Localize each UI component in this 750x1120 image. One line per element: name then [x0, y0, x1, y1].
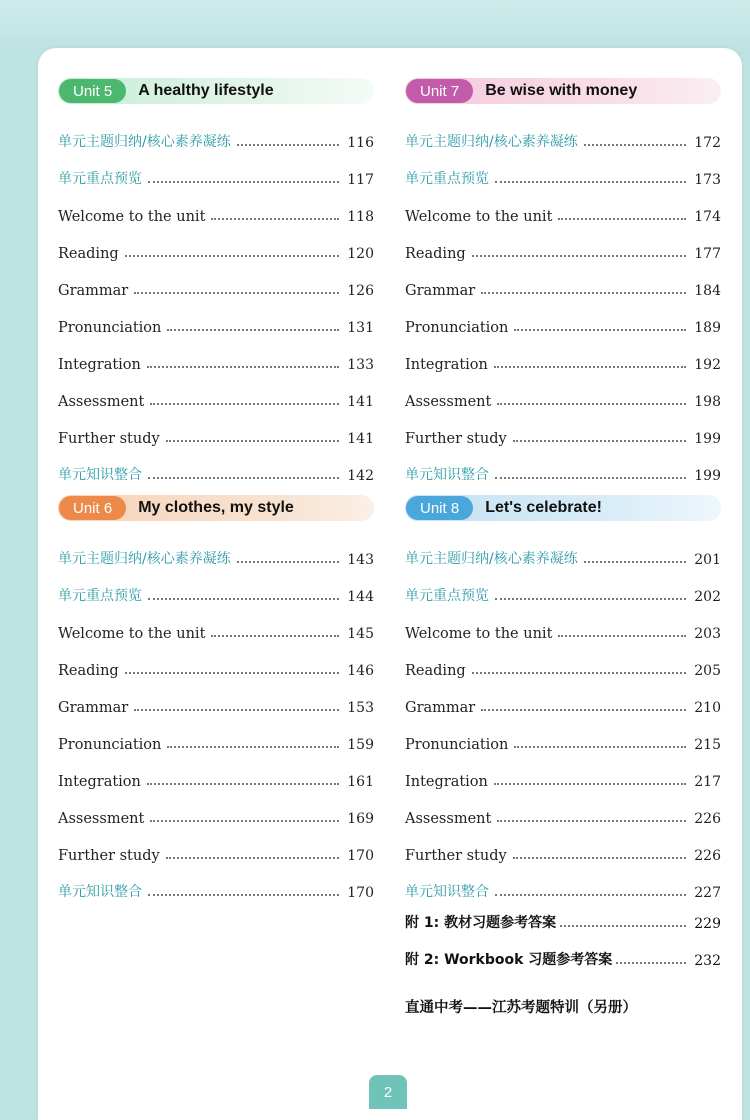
toc-entry-page: 170	[347, 885, 374, 901]
toc-entry-label: 单元知识整合	[58, 884, 142, 900]
toc-entry-label: Assessment	[405, 394, 492, 410]
toc-entry-label: Grammar	[58, 700, 129, 716]
toc-entry-label: 单元重点预览	[405, 171, 489, 187]
toc-entry-page: 141	[347, 394, 374, 410]
toc-entry-label: 单元主题归纳/核心素养凝练	[405, 551, 578, 567]
toc-entry-label: 单元重点预览	[58, 171, 142, 187]
toc-entry-label: Integration	[58, 774, 141, 790]
special-supplement-note: 直通中考——江苏考题特训（另册）	[405, 1000, 637, 1016]
toc-entry[interactable]	[58, 114, 374, 151]
unit-7-entries	[405, 114, 721, 484]
toc-entry-page: 146	[347, 663, 374, 679]
unit-8-section	[405, 495, 721, 901]
toc-entry[interactable]	[405, 716, 721, 753]
toc-entry-page: 189	[694, 320, 721, 336]
unit-8-entries	[405, 531, 721, 901]
toc-entry-page: 169	[347, 811, 374, 827]
dot-leader	[147, 782, 339, 785]
toc-entry[interactable]	[405, 864, 721, 901]
dot-leader	[167, 328, 339, 331]
dot-leader	[495, 893, 686, 896]
unit-5-section	[58, 78, 374, 484]
toc-entry[interactable]	[58, 642, 374, 679]
dot-leader	[497, 402, 686, 405]
dot-leader	[167, 745, 339, 748]
toc-entry-page: 192	[694, 357, 721, 373]
toc-entry-page: 116	[347, 135, 374, 151]
unit-6-header	[58, 495, 374, 521]
toc-entry-label: Reading	[405, 663, 466, 679]
toc-entry[interactable]	[405, 373, 721, 410]
toc-entry-page: 199	[694, 431, 721, 447]
toc-entry[interactable]	[405, 299, 721, 336]
dot-leader	[495, 180, 686, 183]
toc-entry-page: 170	[347, 848, 374, 864]
dot-leader	[148, 597, 339, 600]
toc-entry-label: Further study	[58, 431, 160, 447]
dot-leader	[481, 708, 686, 711]
toc-entry-page: 133	[347, 357, 374, 373]
dot-leader	[125, 254, 340, 257]
appendix-1-label: 附 1: 教材习题参考答案	[405, 915, 557, 931]
toc-entry-page: 141	[347, 431, 374, 447]
dot-leader	[481, 291, 686, 294]
unit-8-title: Let's celebrate!	[485, 499, 602, 516]
dot-leader	[148, 476, 339, 479]
toc-entry-label: Pronunciation	[58, 320, 162, 336]
toc-entry[interactable]	[58, 531, 374, 568]
dot-leader	[584, 143, 687, 146]
dot-leader	[514, 328, 686, 331]
unit-6-section	[58, 495, 374, 901]
toc-entry[interactable]	[405, 114, 721, 151]
toc-entry-page: 215	[694, 737, 721, 753]
dot-leader	[211, 634, 339, 637]
dot-leader	[495, 597, 686, 600]
toc-entry-label: Reading	[58, 246, 119, 262]
toc-entry-label: Reading	[58, 663, 119, 679]
toc-entry-page: 143	[347, 552, 374, 568]
unit-5-entries	[58, 114, 374, 484]
toc-entry[interactable]	[405, 642, 721, 679]
toc-entry[interactable]	[58, 447, 374, 484]
toc-entry-label: Reading	[405, 246, 466, 262]
unit-5-badge: Unit 5	[59, 79, 126, 103]
dot-leader	[558, 634, 686, 637]
toc-entry[interactable]	[405, 262, 721, 299]
toc-entry[interactable]	[58, 188, 374, 225]
toc-entry[interactable]	[405, 447, 721, 484]
toc-entry-label: Assessment	[405, 811, 492, 827]
unit-5-header	[58, 78, 374, 104]
toc-entry[interactable]	[58, 790, 374, 827]
toc-entry[interactable]	[58, 151, 374, 188]
toc-entry[interactable]	[58, 299, 374, 336]
toc-entry[interactable]	[58, 336, 374, 373]
toc-entry-label: 单元知识整合	[405, 884, 489, 900]
toc-entry[interactable]	[405, 753, 721, 790]
dot-leader	[497, 819, 686, 822]
toc-entry[interactable]	[58, 864, 374, 901]
toc-entry-page: 227	[694, 885, 721, 901]
appendix-1-page: 229	[694, 916, 721, 932]
unit-7-title: Be wise with money	[485, 82, 638, 99]
toc-entry[interactable]	[405, 336, 721, 373]
unit-8-header	[405, 495, 721, 521]
toc-entry-page: 217	[694, 774, 721, 790]
toc-entry-page: 161	[347, 774, 374, 790]
toc-entry-page: 202	[694, 589, 721, 605]
unit-8-badge: Unit 8	[406, 496, 473, 520]
toc-entry-label: Further study	[58, 848, 160, 864]
toc-entry-label: 单元主题归纳/核心素养凝练	[405, 134, 578, 150]
toc-entry-page: 226	[694, 811, 721, 827]
toc-entry-page: 210	[694, 700, 721, 716]
unit-7-badge: Unit 7	[406, 79, 473, 103]
toc-entry[interactable]	[405, 568, 721, 605]
toc-entry-label: Further study	[405, 431, 507, 447]
dot-leader	[513, 439, 687, 442]
toc-entry[interactable]	[58, 410, 374, 447]
toc-entry[interactable]	[58, 605, 374, 642]
toc-entry[interactable]	[58, 225, 374, 262]
top-background-band	[0, 0, 750, 48]
dot-leader	[560, 925, 686, 927]
dot-leader	[166, 439, 340, 442]
toc-entry-page: 199	[694, 468, 721, 484]
toc-entry[interactable]	[405, 225, 721, 262]
toc-entry-page: 120	[347, 246, 374, 262]
toc-entry[interactable]	[58, 262, 374, 299]
dot-leader	[495, 476, 686, 479]
toc-entry[interactable]	[405, 605, 721, 642]
toc-entry-label: Grammar	[405, 700, 476, 716]
dot-leader	[134, 291, 339, 294]
unit-7-section	[405, 78, 721, 484]
toc-entry-page: 117	[347, 172, 374, 188]
toc-entry-page: 174	[694, 209, 721, 225]
toc-entry-page: 142	[347, 468, 374, 484]
unit-6-entries	[58, 531, 374, 901]
toc-entry-page: 203	[694, 626, 721, 642]
page-number-tab: 2	[369, 1075, 407, 1109]
toc-entry[interactable]	[58, 716, 374, 753]
toc-entry-page: 144	[347, 589, 374, 605]
unit-5-title: A healthy lifestyle	[138, 82, 274, 99]
dot-leader	[147, 365, 339, 368]
toc-entry-label: 单元主题归纳/核心素养凝练	[58, 551, 231, 567]
unit-6-title: My clothes, my style	[138, 499, 294, 516]
toc-entry-page: 201	[694, 552, 721, 568]
dot-leader	[150, 402, 339, 405]
appendix-2-entry[interactable]	[405, 949, 721, 969]
dot-leader	[584, 560, 687, 563]
toc-entry-page: 131	[347, 320, 374, 336]
toc-entry-page: 126	[347, 283, 374, 299]
toc-entry-label: 单元重点预览	[58, 588, 142, 604]
unit-7-header	[405, 78, 721, 104]
toc-entry-label: Pronunciation	[58, 737, 162, 753]
unit-6-badge: Unit 6	[59, 496, 126, 520]
toc-entry[interactable]	[58, 568, 374, 605]
toc-entry-label: 单元知识整合	[405, 467, 489, 483]
toc-entry-page: 145	[347, 626, 374, 642]
dot-leader	[237, 560, 340, 563]
toc-entry-label: 单元主题归纳/核心素养凝练	[58, 134, 231, 150]
toc-entry-page: 198	[694, 394, 721, 410]
toc-entry[interactable]	[405, 827, 721, 864]
toc-entry-label: Integration	[58, 357, 141, 373]
toc-entry[interactable]	[58, 373, 374, 410]
toc-entry-page: 159	[347, 737, 374, 753]
dot-leader	[148, 180, 339, 183]
dot-leader	[513, 856, 687, 859]
toc-entry[interactable]	[405, 410, 721, 447]
dot-leader	[166, 856, 340, 859]
dot-leader	[558, 217, 686, 220]
toc-entry-label: Integration	[405, 357, 488, 373]
appendix-2-label: 附 2: Workbook 习题参考答案	[405, 952, 613, 968]
toc-entry-label: Pronunciation	[405, 737, 509, 753]
dot-leader	[150, 819, 339, 822]
toc-entry-label: Welcome to the unit	[405, 626, 553, 642]
toc-entry-label: Pronunciation	[405, 320, 509, 336]
dot-leader	[237, 143, 340, 146]
dot-leader	[134, 708, 339, 711]
dot-leader	[211, 217, 339, 220]
dot-leader	[514, 745, 686, 748]
dot-leader	[472, 671, 687, 674]
dot-leader	[616, 962, 686, 964]
toc-entry-label: 单元知识整合	[58, 467, 142, 483]
toc-entry[interactable]	[405, 531, 721, 568]
toc-entry[interactable]	[58, 753, 374, 790]
toc-entry-page: 205	[694, 663, 721, 679]
toc-entry-page: 172	[694, 135, 721, 151]
toc-entry[interactable]	[58, 827, 374, 864]
toc-entry-label: Integration	[405, 774, 488, 790]
dot-leader	[148, 893, 339, 896]
toc-entry-page: 118	[347, 209, 374, 225]
dot-leader	[472, 254, 687, 257]
toc-entry-label: Grammar	[405, 283, 476, 299]
toc-entry-label: Welcome to the unit	[405, 209, 553, 225]
toc-entry[interactable]	[405, 790, 721, 827]
toc-entry-page: 173	[694, 172, 721, 188]
toc-entry-page: 177	[694, 246, 721, 262]
toc-entry-label: 单元重点预览	[405, 588, 489, 604]
appendix-2-page: 232	[694, 953, 721, 969]
appendix-1-entry[interactable]	[405, 912, 721, 932]
toc-entry[interactable]	[405, 188, 721, 225]
toc-entry-page: 153	[347, 700, 374, 716]
toc-entry-label: Assessment	[58, 811, 145, 827]
toc-entry[interactable]	[58, 679, 374, 716]
dot-leader	[494, 782, 686, 785]
toc-entry-label: Grammar	[58, 283, 129, 299]
toc-entry[interactable]	[405, 151, 721, 188]
dot-leader	[494, 365, 686, 368]
toc-entry-page: 184	[694, 283, 721, 299]
dot-leader	[125, 671, 340, 674]
toc-entry-label: Assessment	[58, 394, 145, 410]
toc-entry[interactable]	[405, 679, 721, 716]
toc-entry-label: Welcome to the unit	[58, 209, 206, 225]
toc-entry-page: 226	[694, 848, 721, 864]
toc-entry-label: Welcome to the unit	[58, 626, 206, 642]
toc-entry-label: Further study	[405, 848, 507, 864]
